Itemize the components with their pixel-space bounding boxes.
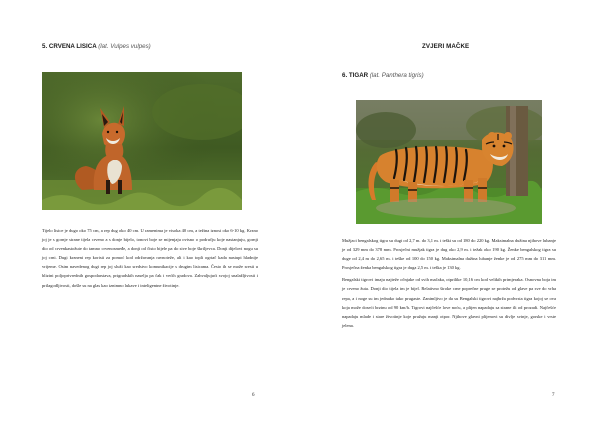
- right-page: [300, 0, 600, 424]
- fox-paragraph: Tijelo lisice je dugo oko 75 cm, a rep dug oko 40 cm. U ramenima je visoka 40 cm, a težina iznosi oko 6-10 kg. Krzno joj je s gornje strane tijela crveno a s donje bijelo, tonovi boje se mijenjaju ovisno o području koje nastanjuju, gornji dio od crvenkastožute do tamno crvenosmeđe, a donji od čisto bijele pa do sive boje škriljevca. Donji dijelovi nogu su joj crni. Dugi krzneni rep koristi za pomoć kod održavanja ravnoteže, ali i kao topli ogrtač kada nastupi hladnije vrijeme. Osim navedenog dugi rep joj služi kao sredstvo komunikacije s drugim lisicama. Često ih se može sresti u blizini poljoprivrednih gospodarstava, prigradskih naselja pa čak i većih gradova. Zahvaljujući svojoj snalažljivosti i prilagodljivosti, došle su na glas kao iznimno lukave i inteligentne životinje.: [42, 228, 258, 288]
- fox-heading-title: 5. CRVENA LISICA: [42, 43, 97, 50]
- section-title: ZVJERI MAČKE: [422, 43, 470, 50]
- tiger-paragraph-2: Bengalski tigrovi imaju najteže očnjake od svih mačaka, otprilike 10,16 cm kod velikih primjeraka. Osnovna boja im je crveno žuta. Donji dio tijela im je bijel. Relativno široke crne poprečne pruge se protežu od glave pa sve do vrha repa, a i noge su im jednako tako prugaste. Zanimljivo je da su Bengalski tigrovi najbrža podvrsta tigra kojoj se ova koja može doseći brzinu od 90 km/h. Tigrovi najčešće love noću, a plijen napadaju sa strane ili od prozadi. Najčešće napadaju mlade i stare životinje koje pružaju manji otpor. Njihove glavni plijenovi su divlje svinje, gorske i vrste jelena.: [342, 277, 556, 328]
- fox-heading-latin: (lat. Vulpes vulpes): [98, 43, 151, 50]
- tiger-heading-title: 6. TIGAR: [342, 72, 369, 79]
- fox-description: [42, 226, 258, 293]
- tiger-photo: [356, 100, 542, 224]
- tiger-heading: [342, 72, 424, 79]
- tiger-paragraph-1: Mužjaci bengalskog tigra su dugi od 2,7 m. do 3,1 m. i teški su od 180 do 220 kg. Maksimalna dužina njihove lubanje je od 329 mm do 378 mm. Prosječni mužjak tigra je dug oko 2,9 m. i težak oko 190 kg. Ženke bengalskog tigra su duge od 2,4 m do 2,65 m. i teške od 100 do 150 kg. Maksimalna dužina lubanje ženke je od 275 mm do 311 mm. Prosječna ženka bengalskog tigra je duga 2,5 m. i teška je 130 kg.: [342, 238, 556, 271]
- page-number-right: 7: [552, 393, 555, 398]
- red-fox-photo: [42, 72, 242, 210]
- fox-heading: [42, 43, 151, 50]
- tiger-description: [342, 236, 556, 333]
- tiger-heading-latin: (lat. Panthera tigris): [369, 72, 424, 79]
- page-number-left: 6: [252, 393, 255, 398]
